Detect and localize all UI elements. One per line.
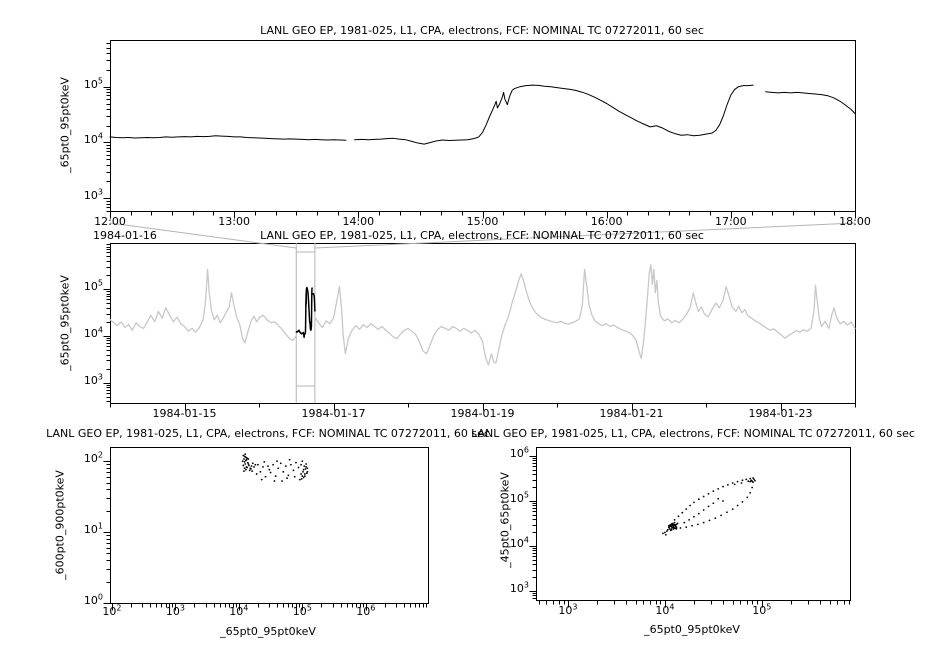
- time-range-selector[interactable]: [296, 243, 315, 403]
- y-tick-label: $10^4$: [83, 131, 103, 147]
- x-tick-label: 15:00: [466, 215, 499, 228]
- x-tick-label: 1984-01-23: [748, 407, 813, 420]
- x-tick-label: $10^5$: [292, 603, 312, 618]
- x-tick-label: 18:00: [839, 215, 871, 228]
- y-axis-label: _600pt0_900pt0keV: [53, 470, 67, 580]
- y-tick-label: $10^5$: [83, 278, 103, 293]
- y-tick-label: $10^5$: [509, 490, 529, 505]
- panel-title: LANL GEO EP, 1981-025, L1, CPA, electrons, FCF: NOMINAL TC 07272011, 60 sec: [260, 229, 704, 242]
- x-tick-label: $10^3$: [165, 603, 185, 618]
- y-tick-label: $10^1$: [83, 521, 103, 537]
- y-axis-label: _45pt0_65pt0keV: [498, 472, 512, 568]
- y-tick-label: $10^4$: [83, 325, 103, 340]
- x-tick-label: $10^5$: [752, 602, 772, 617]
- x-tick-label: 12:00: [94, 215, 126, 228]
- y-axis-label: _65pt0_95pt0keV: [58, 77, 72, 173]
- x-tick-label: 1984-01-19: [450, 407, 515, 420]
- x-tick-label: $10^4$: [655, 602, 675, 617]
- y-tick-label: $10^6$: [509, 445, 529, 460]
- x-tick-label: 13:00: [218, 215, 251, 228]
- x-tick-label: $10^3$: [558, 602, 578, 617]
- panel-title: LANL GEO EP, 1981-025, L1, CPA, electrons, FCF: NOMINAL TC 07272011, 60 sec: [471, 427, 915, 440]
- x-tick-label: 14:00: [342, 215, 375, 228]
- y-tick-label: $10^2$: [83, 450, 103, 466]
- x-axis-date-label: 1984-01-16: [93, 229, 157, 242]
- x-tick-label: $10^4$: [229, 603, 249, 618]
- y-tick-label: $10^3$: [83, 187, 103, 203]
- x-tick-label: $10^6$: [356, 603, 376, 618]
- x-tick-label: 1984-01-21: [599, 407, 664, 420]
- y-axis-label: _65pt0_95pt0keV: [58, 275, 72, 371]
- x-tick-label: 1984-01-17: [301, 407, 366, 420]
- panel-title: LANL GEO EP, 1981-025, L1, CPA, electrons, FCF: NOMINAL TC 07272011, 60 sec: [46, 427, 490, 440]
- y-tick-label: $10^3$: [83, 372, 103, 387]
- x-tick-label: 17:00: [714, 215, 747, 228]
- y-tick-label: $10^5$: [83, 76, 103, 91]
- x-tick-label: 16:00: [590, 215, 623, 228]
- x-tick-label: 1984-01-15: [152, 407, 217, 420]
- y-tick-label: $10^3$: [509, 580, 529, 595]
- y-tick-label: $10^0$: [83, 592, 103, 607]
- x-axis-label: _65pt0_95pt0keV: [220, 625, 316, 638]
- panel-title: LANL GEO EP, 1981-025, L1, CPA, electrons, FCF: NOMINAL TC 07272011, 60 sec: [260, 24, 704, 37]
- x-axis-label: _65pt0_95pt0keV: [644, 623, 740, 636]
- x-tick-label: $10^2$: [102, 603, 122, 618]
- y-tick-label: $10^4$: [509, 535, 529, 550]
